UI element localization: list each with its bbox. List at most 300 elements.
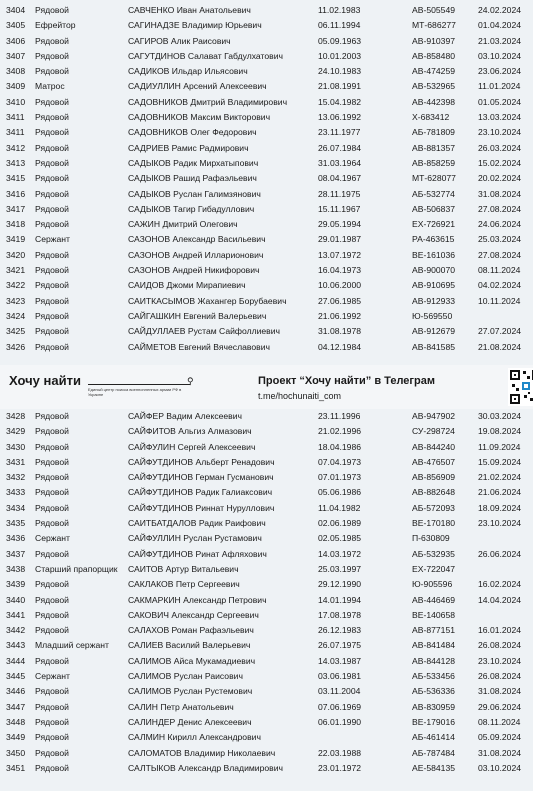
- cell-doc: АВ-858259: [412, 157, 456, 168]
- cell-doc: АВ-912933: [412, 295, 456, 306]
- cell-name: САЛАХОВ Роман Рафаэльевич: [128, 625, 254, 636]
- cell-date: 15.09.2024: [478, 456, 522, 467]
- cell-birth: 22.03.1988: [318, 747, 362, 758]
- cell-rank: Рядовой: [35, 625, 69, 636]
- cell-name: САЙФУЛИН Сергей Алексеевич: [128, 441, 256, 452]
- table-row: [0, 18, 533, 33]
- cell-doc: АВ-841585: [412, 341, 456, 352]
- cell-num: 3434: [6, 502, 26, 513]
- cell-rank: Рядовой: [35, 265, 69, 276]
- cell-birth: 06.11.1994: [318, 20, 361, 31]
- cell-birth: 07.06.1969: [318, 701, 362, 712]
- cell-name: САДРИЕВ Рамис Радмирович: [128, 142, 249, 153]
- cell-doc: МТ-628077: [412, 173, 456, 184]
- table-row: [0, 684, 533, 699]
- cell-doc: АВ-912679: [412, 326, 456, 337]
- cell-rank: Рядовой: [35, 326, 69, 337]
- table-row: [0, 700, 533, 715]
- cell-birth: 29.01.1987: [318, 234, 362, 245]
- table-row: [0, 638, 533, 653]
- table-row: [0, 110, 533, 125]
- cell-rank: Рядовой: [35, 426, 69, 437]
- cell-num: 3421: [6, 265, 26, 276]
- cell-rank: Младший сержант: [35, 640, 109, 651]
- cell-date: 26.06.2024: [478, 548, 522, 559]
- cell-num: 3443: [6, 640, 26, 651]
- cell-date: 30.03.2024: [478, 411, 522, 421]
- cell-date: 25.03.2024: [478, 234, 522, 245]
- table-row: [0, 324, 533, 339]
- cell-birth: 23.11.1996: [318, 411, 361, 421]
- cell-date: 27.08.2024: [478, 249, 522, 260]
- cell-name: САЛИМОВ Айса Мукамадиевич: [128, 655, 256, 666]
- cell-birth: 13.06.1992: [318, 112, 362, 123]
- cell-birth: 31.08.1978: [318, 326, 362, 337]
- cell-date: 21.08.2024: [478, 341, 522, 352]
- cell-doc: ВЕ-179016: [412, 716, 456, 727]
- cell-name: САЗОНОВ Андрей Илларионович: [128, 249, 264, 260]
- cell-doc: АБ-787484: [412, 747, 455, 758]
- table-row: [0, 470, 533, 485]
- cell-num: 3438: [6, 563, 26, 574]
- cell-num: 3439: [6, 579, 26, 590]
- cell-rank: Рядовой: [35, 96, 69, 107]
- cell-date: 26.03.2024: [478, 142, 522, 153]
- cell-rank: Рядовой: [35, 701, 69, 712]
- cell-name: САЙФУТДИНОВ Альберт Ренадович: [128, 456, 275, 467]
- cell-birth: 23.11.1977: [318, 127, 361, 138]
- cell-doc: АБ-533456: [412, 671, 455, 682]
- cell-birth: 18.04.1986: [318, 441, 362, 452]
- cell-rank: Матрос: [35, 81, 65, 92]
- cell-doc: Ю-905596: [412, 579, 453, 590]
- location-pin-icon: ⚲: [187, 376, 194, 386]
- cell-rank: Рядовой: [35, 127, 69, 138]
- cell-date: 10.11.2024: [478, 295, 521, 306]
- cell-date: 13.03.2024: [478, 112, 522, 123]
- cell-num: 3404: [6, 5, 26, 15]
- table-row: [0, 309, 533, 324]
- cell-num: 3436: [6, 533, 26, 544]
- cell-rank: Рядовой: [35, 518, 69, 529]
- cell-doc: ВЕ-161036: [412, 249, 456, 260]
- cell-num: 3420: [6, 249, 26, 260]
- cell-num: 3430: [6, 441, 26, 452]
- promo-banner: [0, 365, 533, 409]
- cell-doc: АВ-474259: [412, 66, 456, 77]
- cell-name: САЙФУТДИНОВ Радик Галиаксович: [128, 487, 273, 498]
- cell-name: САДЫКОВ Тагир Гибадуллович: [128, 203, 255, 214]
- cell-birth: 05.06.1986: [318, 487, 362, 498]
- cell-birth: 21.06.1992: [318, 310, 362, 321]
- cell-doc: АВ-947902: [412, 411, 456, 421]
- cell-doc: АВ-910397: [412, 35, 456, 46]
- table-row: [0, 455, 533, 470]
- cell-rank: Рядовой: [35, 732, 69, 743]
- cell-date: 31.08.2024: [478, 686, 522, 697]
- cell-rank: Рядовой: [35, 35, 69, 46]
- cell-name: САВЧЕНКО Иван Анатольевич: [128, 5, 251, 15]
- cell-birth: 05.09.1963: [318, 35, 362, 46]
- cell-num: 3444: [6, 655, 26, 666]
- cell-rank: Ефрейтор: [35, 20, 76, 31]
- cell-birth: 25.03.1997: [318, 563, 362, 574]
- cell-birth: 14.03.1972: [318, 548, 362, 559]
- cell-rank: Рядовой: [35, 716, 69, 727]
- cell-rank: Рядовой: [35, 280, 69, 291]
- cell-birth: 03.06.1981: [318, 671, 362, 682]
- cell-rank: Сержант: [35, 671, 70, 682]
- cell-rank: Сержант: [35, 533, 70, 544]
- cell-date: 23.10.2024: [478, 655, 522, 666]
- cell-date: 03.10.2024: [478, 762, 522, 773]
- cell-doc: АБ-781809: [412, 127, 455, 138]
- cell-name: САЙМЕТОВ Евгений Вячеславович: [128, 341, 270, 352]
- cell-date: 21.02.2024: [478, 472, 522, 483]
- cell-birth: 13.07.1972: [318, 249, 362, 260]
- cell-date: 26.08.2024: [478, 671, 522, 682]
- cell-num: 3412: [6, 142, 26, 153]
- cell-doc: АЕ-584135: [412, 762, 456, 773]
- cell-date: 11.09.2024: [478, 441, 521, 452]
- cell-doc: АВ-446469: [412, 594, 456, 605]
- cell-date: 08.11.2024: [478, 716, 521, 727]
- table-row: [0, 340, 533, 355]
- cell-name: САГИНАДЗЕ Владимир Юрьевич: [128, 20, 262, 31]
- cell-name: САКОВИЧ Александр Сергеевич: [128, 609, 259, 620]
- table-row: [0, 263, 533, 278]
- cell-doc: АВ-476507: [412, 456, 456, 467]
- cell-num: 3431: [6, 456, 26, 467]
- cell-birth: 24.10.1983: [318, 66, 362, 77]
- table-row: [0, 730, 533, 745]
- cell-birth: 14.03.1987: [318, 655, 362, 666]
- cell-num: 3419: [6, 234, 26, 245]
- cell-birth: 16.04.1973: [318, 265, 362, 276]
- cell-name: САДОВНИКОВ Олег Федорович: [128, 127, 257, 138]
- cell-rank: Рядовой: [35, 762, 69, 773]
- cell-num: 3433: [6, 487, 26, 498]
- cell-doc: Х-683412: [412, 112, 450, 123]
- cell-num: 3428: [6, 411, 26, 421]
- cell-birth: 26.07.1984: [318, 142, 362, 153]
- cell-birth: 02.05.1985: [318, 533, 362, 544]
- table-row: [0, 485, 533, 500]
- cell-doc: АВ-844128: [412, 655, 456, 666]
- table-row: [0, 746, 533, 761]
- table-row: [0, 187, 533, 202]
- cell-birth: 10.01.2003: [318, 50, 362, 61]
- cell-birth: 11.02.1983: [318, 5, 361, 15]
- cell-name: САЛИЕВ Василий Валерьевич: [128, 640, 251, 651]
- cell-date: 21.03.2024: [478, 35, 522, 46]
- cell-num: 3445: [6, 671, 26, 682]
- cell-name: САЙГАШКИН Евгений Валерьевич: [128, 310, 267, 321]
- cell-doc: АВ-877151: [412, 625, 456, 636]
- cell-date: 01.05.2024: [478, 96, 522, 107]
- cell-num: 3425: [6, 326, 26, 337]
- cell-num: 3407: [6, 50, 26, 61]
- table-row: [0, 715, 533, 730]
- cell-num: 3451: [6, 762, 26, 773]
- cell-num: 3450: [6, 747, 26, 758]
- cell-date: 31.08.2024: [478, 747, 522, 758]
- cell-name: САЗОНОВ Андрей Никифорович: [128, 265, 260, 276]
- cell-rank: Рядовой: [35, 594, 69, 605]
- cell-name: САДЫКОВ Рашид Рафаэльевич: [128, 173, 257, 184]
- table-row: [0, 278, 533, 293]
- cell-name: САЙФЕР Вадим Алексеевич: [128, 411, 243, 421]
- table-row: [0, 3, 533, 18]
- table-row: [0, 171, 533, 186]
- cell-num: 3429: [6, 426, 26, 437]
- cell-num: 3442: [6, 625, 26, 636]
- cell-name: САЙФУТДИНОВ Герман Гусманович: [128, 472, 274, 483]
- cell-date: 19.08.2024: [478, 426, 522, 437]
- cell-birth: 21.02.1996: [318, 426, 362, 437]
- cell-doc: ВЕ-140658: [412, 609, 456, 620]
- cell-num: 3448: [6, 716, 26, 727]
- cell-name: САИТКАСЫМОВ Жахангер Борубаевич: [128, 295, 287, 306]
- cell-doc: АВ-830959: [412, 701, 456, 712]
- cell-birth: 11.04.1982: [318, 502, 361, 513]
- cell-name: САЛИН Петр Анатольевич: [128, 701, 234, 712]
- cell-name: САЙФУЛЛИН Руслан Рустамович: [128, 533, 262, 544]
- qr-code-icon[interactable]: [508, 368, 533, 406]
- table-row: [0, 409, 533, 424]
- cell-name: САИДОВ Джоми Мирапиевич: [128, 280, 246, 291]
- cell-rank: Рядовой: [35, 341, 69, 352]
- table-row: [0, 440, 533, 455]
- cell-birth: 07.04.1973: [318, 456, 362, 467]
- cell-name: САЗОНОВ Александр Васильевич: [128, 234, 266, 245]
- cell-date: 31.08.2024: [478, 188, 522, 199]
- table-row: [0, 761, 533, 776]
- cell-num: 3406: [6, 35, 26, 46]
- promo-title: Проект “Хочу найти” в Телеграм: [258, 375, 435, 387]
- cell-name: САИТБАТДАЛОВ Радик Раифович: [128, 518, 266, 529]
- cell-rank: Рядовой: [35, 112, 69, 123]
- cell-birth: 15.04.1982: [318, 96, 362, 107]
- cell-date: 23.10.2024: [478, 127, 522, 138]
- table-row: [0, 424, 533, 439]
- cell-doc: АВ-506837: [412, 203, 456, 214]
- cell-num: 3409: [6, 81, 26, 92]
- cell-name: САЙФИТОВ Альгиз Алмазович: [128, 426, 252, 437]
- table-row: [0, 156, 533, 171]
- table-row: [0, 669, 533, 684]
- cell-date: 01.04.2024: [478, 20, 522, 31]
- cell-num: 3447: [6, 701, 26, 712]
- table-row: [0, 294, 533, 309]
- cell-rank: Рядовой: [35, 219, 69, 230]
- cell-num: 3415: [6, 173, 26, 184]
- table-row: [0, 623, 533, 638]
- cell-name: САДЫКОВ Радик Мирхатыпович: [128, 157, 259, 168]
- cell-rank: Рядовой: [35, 188, 69, 199]
- cell-doc: АВ-858480: [412, 50, 456, 61]
- cell-name: САЛМИН Кирилл Александрович: [128, 732, 261, 743]
- cell-doc: АБ-532774: [412, 188, 455, 199]
- cell-rank: Рядовой: [35, 609, 69, 620]
- cell-num: 3410: [6, 96, 26, 107]
- cell-rank: Рядовой: [35, 66, 69, 77]
- cell-date: 14.04.2024: [478, 594, 522, 605]
- cell-date: 08.11.2024: [478, 265, 521, 276]
- cell-rank: Рядовой: [35, 441, 69, 452]
- cell-birth: 07.01.1973: [318, 472, 362, 483]
- cell-date: 23.10.2024: [478, 518, 522, 529]
- cell-name: САГИРОВ Алик Раисович: [128, 35, 231, 46]
- cell-date: 20.02.2024: [478, 173, 522, 184]
- cell-rank: Рядовой: [35, 686, 69, 697]
- cell-name: САЙДУЛЛАЕВ Рустам Сайфоллиевич: [128, 326, 281, 337]
- cell-rank: Рядовой: [35, 203, 69, 214]
- cell-rank: Рядовой: [35, 157, 69, 168]
- cell-birth: 04.12.1984: [318, 341, 362, 352]
- cell-date: 05.09.2024: [478, 732, 522, 743]
- cell-name: САКЛАКОВ Петр Сергеевич: [128, 579, 240, 590]
- brand-title: Хочу найти: [9, 373, 81, 388]
- cell-rank: Сержант: [35, 234, 70, 245]
- cell-doc: ВЕ-170180: [412, 518, 456, 529]
- table-row: [0, 125, 533, 140]
- cell-doc: АВ-844240: [412, 441, 456, 452]
- cell-date: 16.02.2024: [478, 579, 522, 590]
- cell-date: 23.06.2024: [478, 66, 522, 77]
- table-row: [0, 593, 533, 608]
- cell-doc: Ю-569550: [412, 310, 453, 321]
- table-row: [0, 64, 533, 79]
- cell-name: САЛОМАТОВ Владимир Николаевич: [128, 747, 276, 758]
- cell-birth: 14.01.1994: [318, 594, 362, 605]
- cell-date: 16.01.2024: [478, 625, 522, 636]
- cell-birth: 21.08.1991: [318, 81, 362, 92]
- cell-rank: Рядовой: [35, 50, 69, 61]
- table-row: [0, 202, 533, 217]
- table-row: [0, 654, 533, 669]
- cell-rank: Рядовой: [35, 173, 69, 184]
- cell-name: САЙФУТДИНОВ Риннат Нуруллович: [128, 502, 275, 513]
- cell-num: 3446: [6, 686, 26, 697]
- cell-name: САДОВНИКОВ Дмитрий Владимирович: [128, 96, 288, 107]
- cell-num: 3405: [6, 20, 26, 31]
- cell-name: САДЫКОВ Руслан Галимзянович: [128, 188, 261, 199]
- cell-date: 27.08.2024: [478, 203, 522, 214]
- cell-date: 18.09.2024: [478, 502, 522, 513]
- cell-birth: 28.11.1975: [318, 188, 361, 199]
- cell-num: 3408: [6, 66, 26, 77]
- cell-num: 3413: [6, 157, 26, 168]
- cell-doc: АВ-442398: [412, 96, 456, 107]
- cell-birth: 17.08.1978: [318, 609, 362, 620]
- cell-doc: АВ-505549: [412, 5, 456, 15]
- cell-rank: Рядовой: [35, 472, 69, 483]
- brand-underline: [88, 384, 190, 385]
- cell-num: 3416: [6, 188, 26, 199]
- cell-doc: П-630809: [412, 533, 450, 544]
- cell-birth: 10.06.2000: [318, 280, 362, 291]
- cell-num: 3432: [6, 472, 26, 483]
- cell-name: САДИУЛЛИН Арсений Алексеевич: [128, 81, 267, 92]
- cell-doc: РА-463615: [412, 234, 455, 245]
- table-row: [0, 79, 533, 94]
- cell-name: САЛИМОВ Руслан Рустемович: [128, 686, 253, 697]
- cell-num: 3437: [6, 548, 26, 559]
- bottom-records-table: [0, 409, 533, 776]
- cell-date: 03.10.2024: [478, 50, 522, 61]
- table-row: [0, 49, 533, 64]
- cell-name: САКМАРКИН Александр Петрович: [128, 594, 267, 605]
- cell-rank: Рядовой: [35, 579, 69, 590]
- cell-birth: 08.04.1967: [318, 173, 362, 184]
- top-records-table: [0, 3, 533, 355]
- cell-doc: ЕХ-726921: [412, 219, 456, 230]
- cell-name: САЛТЫКОВ Александр Владимирович: [128, 762, 283, 773]
- cell-rank: Рядовой: [35, 411, 69, 421]
- cell-num: 3411: [6, 127, 25, 138]
- cell-rank: Рядовой: [35, 502, 69, 513]
- cell-rank: Рядовой: [35, 747, 69, 758]
- cell-date: 11.01.2024: [478, 81, 521, 92]
- cell-name: САЛИНДЕР Денис Алексеевич: [128, 716, 252, 727]
- table-row: [0, 248, 533, 263]
- cell-doc: АВ-910695: [412, 280, 456, 291]
- cell-doc: МТ-686277: [412, 20, 456, 31]
- cell-name: САЙФУТДИНОВ Ринат Афляхович: [128, 548, 267, 559]
- table-row: [0, 577, 533, 592]
- cell-name: САГУТДИНОВ Салават Габдулхатович: [128, 50, 283, 61]
- cell-num: 3423: [6, 295, 26, 306]
- cell-num: 3422: [6, 280, 26, 291]
- cell-num: 3435: [6, 518, 26, 529]
- table-row: [0, 34, 533, 49]
- cell-doc: АВ-856909: [412, 472, 456, 483]
- table-row: [0, 95, 533, 110]
- cell-rank: Рядовой: [35, 142, 69, 153]
- table-row: [0, 531, 533, 546]
- cell-birth: 29.12.1990: [318, 579, 362, 590]
- cell-num: 3411: [6, 112, 25, 123]
- cell-birth: 23.01.1972: [318, 762, 362, 773]
- cell-doc: СУ-298724: [412, 426, 455, 437]
- table-row: [0, 141, 533, 156]
- cell-rank: Рядовой: [35, 295, 69, 306]
- cell-num: 3449: [6, 732, 26, 743]
- cell-num: 3424: [6, 310, 26, 321]
- cell-name: САЛИМОВ Руслан Раисович: [128, 671, 243, 682]
- cell-rank: Рядовой: [35, 5, 69, 15]
- cell-rank: Старший прапорщик: [35, 563, 118, 574]
- table-row: [0, 501, 533, 516]
- cell-doc: АВ-900070: [412, 265, 456, 276]
- cell-birth: 29.05.1994: [318, 219, 362, 230]
- table-row: [0, 562, 533, 577]
- telegram-link[interactable]: t.me/hochunaiti_com: [258, 391, 342, 401]
- cell-doc: АВ-841484: [412, 640, 456, 651]
- table-row: [0, 516, 533, 531]
- cell-date: 21.06.2024: [478, 487, 522, 498]
- cell-doc: АВ-532965: [412, 81, 456, 92]
- brand-subtitle: Единый центр поиска военнопленных армии РФ в Украине: [88, 387, 182, 397]
- cell-num: 3426: [6, 341, 26, 352]
- cell-name: САЖИН Дмитрий Олегович: [128, 219, 238, 230]
- cell-doc: ЕХ-722047: [412, 563, 456, 574]
- table-row: [0, 547, 533, 562]
- cell-num: 3441: [6, 609, 26, 620]
- cell-doc: АВ-881357: [412, 142, 456, 153]
- cell-birth: 03.11.2004: [318, 686, 361, 697]
